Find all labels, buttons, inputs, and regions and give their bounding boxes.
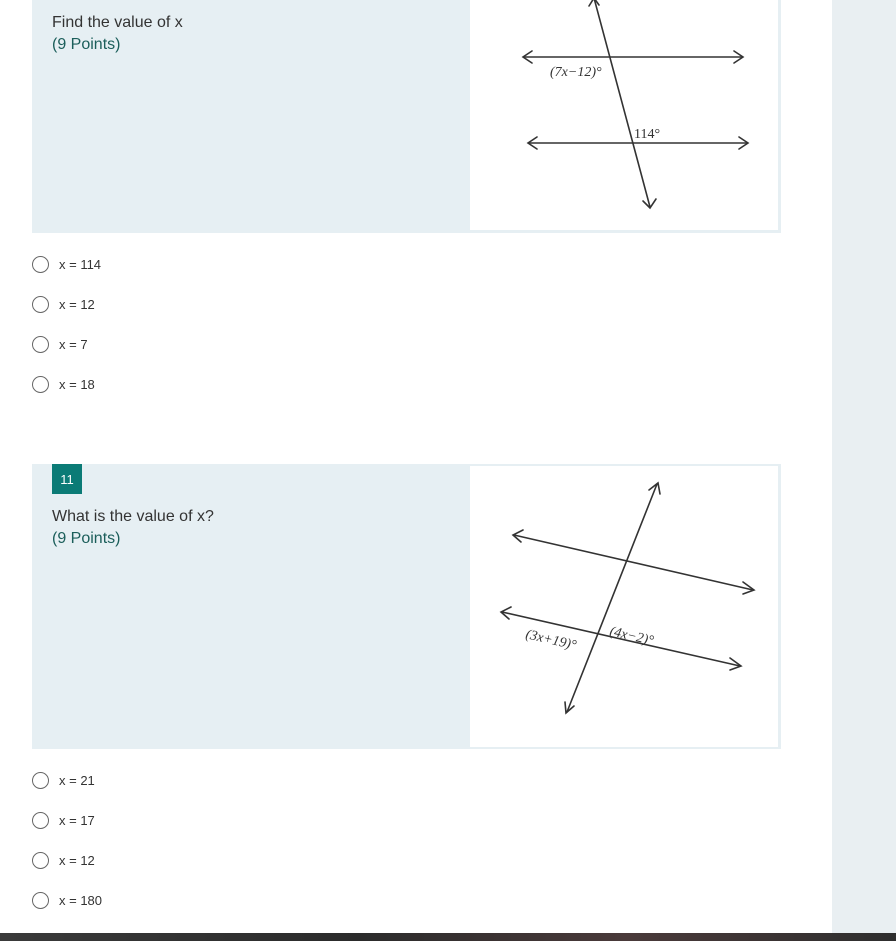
radio-button[interactable] (32, 812, 49, 829)
angle-label-a: (7x−12)° (550, 65, 602, 80)
radio-button[interactable] (32, 336, 49, 353)
option-label: x = 114 (59, 256, 102, 272)
option-label: x = 12 (59, 852, 95, 868)
radio-button[interactable] (32, 376, 49, 393)
radio-button[interactable] (32, 852, 49, 869)
answer-option[interactable] (32, 809, 95, 831)
taskbar-strip (0, 933, 896, 941)
radio-button[interactable] (32, 892, 49, 909)
radio-button[interactable] (32, 256, 49, 273)
radio-button[interactable] (32, 772, 49, 789)
answer-option[interactable] (32, 333, 88, 355)
answer-option[interactable] (32, 889, 102, 911)
question-figure (470, 466, 778, 747)
parallel-lines-diagram (470, 466, 778, 747)
question-number-badge: 11 (52, 464, 82, 494)
option-label: x = 180 (59, 892, 103, 908)
answer-option[interactable] (32, 849, 95, 871)
question-card-2 (32, 464, 781, 749)
question-text: What is the value of x? (52, 508, 214, 525)
question-card-1 (32, 0, 781, 233)
right-background-pane (832, 0, 896, 941)
angle-label-b: 114° (634, 127, 661, 142)
option-label: x = 17 (59, 812, 95, 828)
question-points: (9 Points) (52, 530, 121, 547)
answer-option[interactable] (32, 373, 95, 395)
angle-label-a: (4x−2)° (608, 624, 655, 649)
question-text: Find the value of x (52, 14, 183, 31)
radio-button[interactable] (32, 296, 49, 313)
answer-option[interactable] (32, 769, 95, 791)
parallel-lines-diagram (470, 0, 778, 230)
question-figure (470, 0, 778, 230)
option-label: x = 7 (59, 336, 88, 352)
option-label: x = 21 (59, 772, 95, 788)
option-label: x = 18 (59, 376, 95, 392)
question-points: (9 Points) (52, 36, 121, 53)
angle-label-b: (3x+19)° (524, 627, 578, 654)
answer-option[interactable] (32, 293, 95, 315)
option-label: x = 12 (59, 296, 95, 312)
answer-option[interactable] (32, 253, 101, 275)
